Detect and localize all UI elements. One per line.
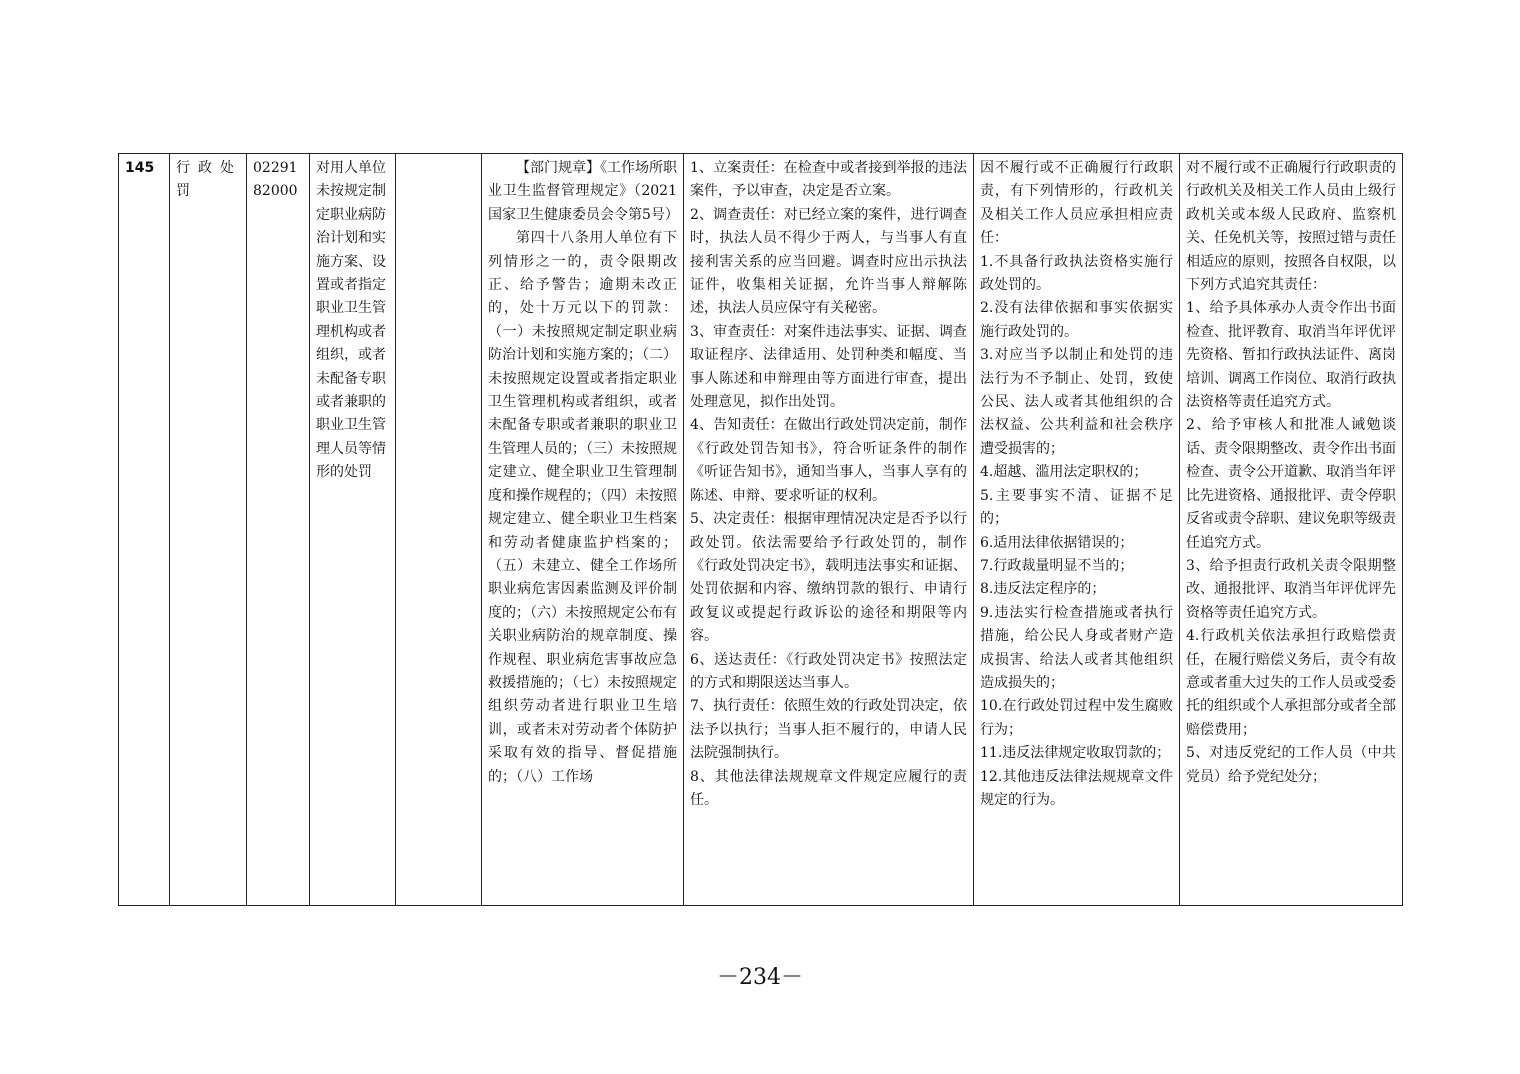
duty-item: 8、其他法律法规规章文件规定应履行的责任。 xyxy=(690,768,967,808)
duty-list xyxy=(684,154,974,906)
legal-basis xyxy=(482,154,684,906)
case-item: 12.其他违反法律法规规章文件规定的行为。 xyxy=(980,768,1173,808)
case-item: 3.对应当予以制止和处罚的违法行为不予制止、处罚，致使公民、法人或者其他组织的合法权益、公共利益和社会秩序遭受损害的； xyxy=(980,347,1173,457)
duty-item: 5、决定责任：根据审理情况决定是否予以行政处罚。依法需要给予行政处罚的，制作《行政处罚决定书》，载明违法事实和证据、处罚依据和内容、缴纳罚款的银行、申请行政复议或提起行政诉讼的途径和期限等内容。 xyxy=(690,511,967,645)
duty-item: 1、立案责任：在检查中或者接到举报的违法案件，予以审查，决定是否立案。 xyxy=(690,160,967,200)
basis-source: 【部门规章】《工作场所职业卫生监督管理规定》（2021国家卫生健康委员会令第5号） xyxy=(488,160,679,223)
accountability-cases xyxy=(974,154,1180,906)
case-item: 因不履行或不正确履行行政职责，有下列情形的，行政机关及相关工作人员应承担相应责任： xyxy=(980,160,1173,247)
method-item: 5、对违反党纪的工作人员（中共党员）给予党纪处分； xyxy=(1186,745,1396,785)
case-item: 5.主要事实不清、证据不足的； xyxy=(980,487,1173,528)
power-code: 0229182000 xyxy=(247,154,310,906)
accountability-methods xyxy=(1180,154,1403,906)
page-number: －234－ xyxy=(717,965,803,990)
case-item: 11.违反法律规定收取罚款的； xyxy=(980,745,1171,762)
power-list-table xyxy=(118,153,1403,906)
duty-item: 4、告知责任：在做出行政处罚决定前，制作《行政处罚告知书》，符合听证条件的制作《听证告知书》，通知当事人，当事人享有的陈述、申辩、要求听证的权利。 xyxy=(690,417,967,504)
method-item: 3、给予担责行政机关责令限期整改、通报批评、取消当年评优评先资格等责任追究方式。 xyxy=(1186,557,1396,621)
duty-item: 7、执行责任：依照生效的行政处罚决定，依法予以执行；当事人拒不履行的，申请人民法院强制执行。 xyxy=(690,698,967,762)
basis-article: 第四十八条用人单位有下列情形之一的，责令限期改正、给予警告；逾期未改正的，处十万元以下的罚款：（一）未按照规定制定职业病防治计划和实施方案的；（二）未按照规定设置或者指定职业卫生管理机构或者组织，或者未配备专职或者兼职的职业卫生管理人员的；（三）未按照规定建立、健全职业卫生管理制度和操作规程的；（四）未按照规定建立、健全职业卫生档案和劳动者健康监护档案的；（五）未建立、健全工作场所职业病危害因素监测及评价制度的；（六）未按照规定公布有关职业病防治的规章制度、操作规程、职业病危害事故应急救援措施的；（七）未按照规定组织劳动者进行职业卫生培训，或者未对劳动者个体防护采取有效的指导、督促措施的；（八）工作场 xyxy=(488,230,677,785)
case-item: 9.违法实行检查措施或者执行措施，给公民人身或者财产造成损害、给法人或者其他组织造成损失的； xyxy=(980,604,1173,691)
case-item: 8.违反法定程序的； xyxy=(980,581,1106,598)
case-item: 1.不具备行政执法资格实施行政处罚的。 xyxy=(980,253,1173,294)
item-number: 145 xyxy=(119,154,170,906)
method-item: 4.行政机关依法承担行政赔偿责任，在履行赔偿义务后，责令有故意或者重大过失的工作人员或受委托的组织或个人承担部分或者全部赔偿费用； xyxy=(1186,628,1396,738)
power-name: 对用人单位未按规定制定职业病防治计划和实施方案、设置或者指定职业卫生管理机构或者组织，或者未配备专职或者兼职的职业卫生管理人员等情形的处罚 xyxy=(310,154,396,906)
case-item: 2.没有法律依据和事实依据实施行政处罚的。 xyxy=(980,300,1173,340)
case-item: 4.超越、滥用法定职权的； xyxy=(980,464,1148,481)
table-row xyxy=(119,154,1403,906)
case-item: 6.适用法律依据错误的； xyxy=(980,534,1134,551)
duty-item: 2、调查责任：对已经立案的案件，进行调查时，执法人员不得少于两人，与当事人有直接利害关系的应当回避。调查时应出示执法证件，收集相关证据，允许当事人辩解陈述，执法人员应保守有关秘密。 xyxy=(690,206,967,317)
sub-item xyxy=(396,154,482,906)
case-item: 10.在行政处罚过程中发生腐败行为； xyxy=(980,698,1173,738)
duty-item: 3、审查责任：对案件违法事实、证据、调查取证程序、法律适用、处罚种类和幅度、当事人陈述和申辩理由等方面进行审查，提出处理意见，拟作出处罚。 xyxy=(690,323,967,411)
method-item: 1、给予具体承办人责令作出书面检查、批评教育、取消当年评优评先资格、暂扣行政执法证件、离岗培训、调离工作岗位、取消行政执法资格等责任追究方式。 xyxy=(1186,300,1396,411)
duty-item: 6、送达责任：《行政处罚决定书》按照法定的方式和期限送达当事人。 xyxy=(690,651,967,691)
method-item: 2、给予审核人和批准人诫勉谈话、责令限期整改、责令作出书面检查、责令公开道歉、取消当年评比先进资格、通报批评、责令停职反省或责令辞职、建议免职等级责任追究方式。 xyxy=(1186,417,1396,551)
case-item: 7.行政裁量明显不当的； xyxy=(980,557,1134,574)
power-type: 行政处罚 xyxy=(170,154,247,906)
method-item: 对不履行或不正确履行行政职责的行政机关及相关工作人员由上级行政机关或本级人民政府、监察机关、任免机关等，按照过错与责任相适应的原则，按照各自权限，以下列方式追究其责任： xyxy=(1186,160,1396,294)
